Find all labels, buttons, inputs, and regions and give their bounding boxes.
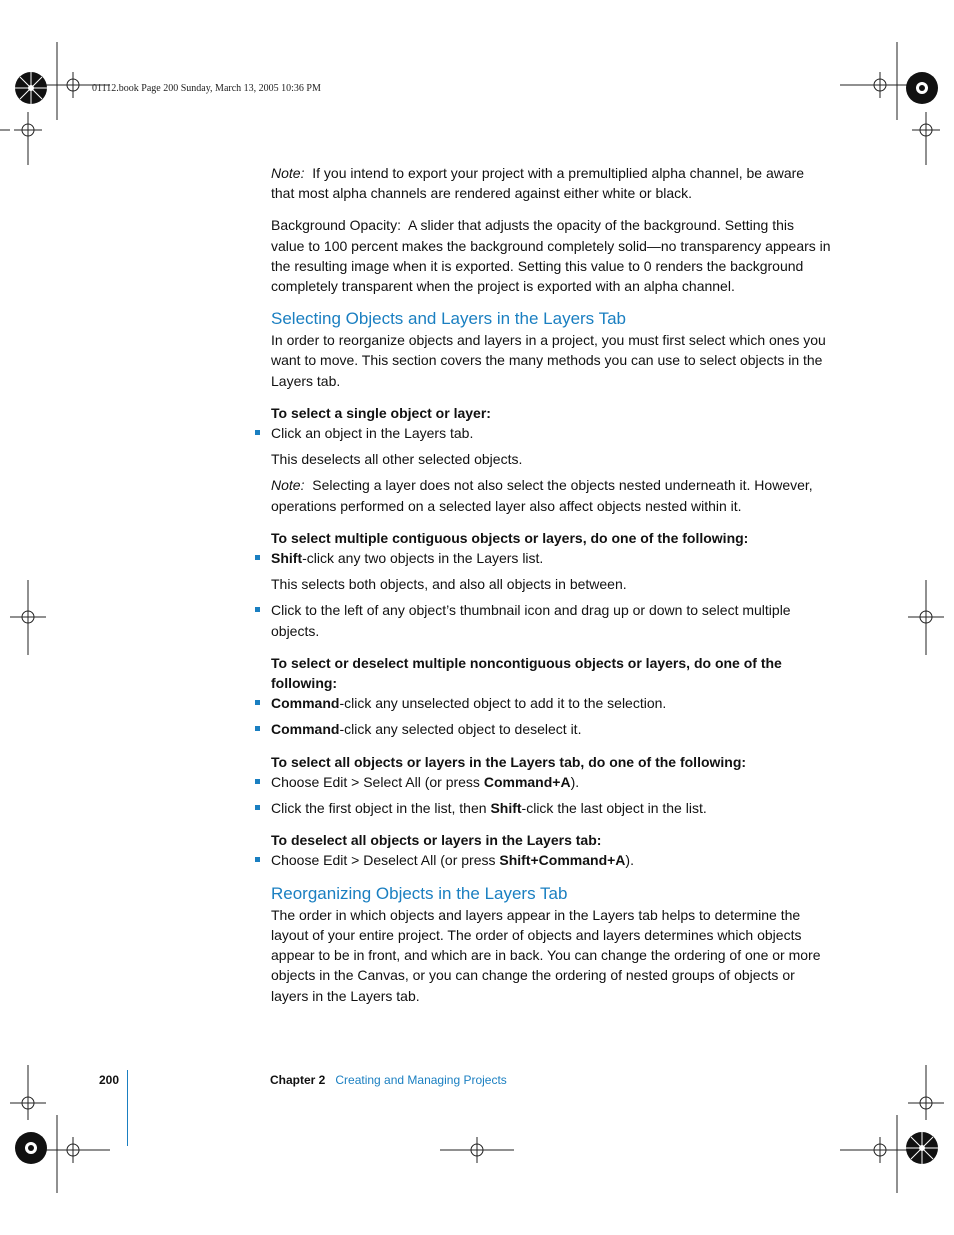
key-name: Command xyxy=(271,695,340,712)
key-name: Command xyxy=(271,721,340,738)
bullet-text: Click the first object in the list, then xyxy=(271,800,491,817)
note-text: Selecting a layer does not also select the objects nested underneath it. However, operations performed on a selected layer also affect objects nested within it. xyxy=(271,477,813,514)
note-text: If you intend to export your project with a premultiplied alpha channel, be aware that most alpha channels are rendered against either white or black. xyxy=(271,165,805,202)
result-text: This deselects all other selected objects. xyxy=(271,451,523,468)
key-name: Shift xyxy=(271,550,303,567)
bullet-text: Choose Edit > Select All (or press xyxy=(271,773,484,790)
bullet-text: -click any unselected object to add it to the selection. xyxy=(339,695,667,712)
bullet-item xyxy=(271,693,831,713)
bullet-text: ). xyxy=(625,852,634,869)
bullet-text: -click the last object in the list. xyxy=(521,800,707,817)
bullet-text: -click any selected object to deselect it. xyxy=(339,721,582,738)
key-name: Shift xyxy=(490,800,522,817)
bullet-item xyxy=(271,719,831,739)
key-name: Command+A xyxy=(483,773,571,790)
bullet-item: Click to the left of any object’s thumbnail icon and drag up or down to select multiple objects. xyxy=(271,600,831,640)
background-opacity-paragraph xyxy=(271,215,831,296)
bullet-item xyxy=(271,772,831,792)
task-title: To select all objects or layers in the Layers tab, do one of the following: xyxy=(271,753,747,770)
chapter-label: Chapter 2 xyxy=(270,1073,326,1087)
print-info-slug: 01112.book Page 200 Sunday, March 13, 2005 10:36 PM xyxy=(92,83,321,94)
section-heading-selecting: Selecting Objects and Layers in the Layers Tab xyxy=(271,309,627,329)
bullet-item: Click an object in the Layers tab. xyxy=(271,423,831,443)
bullet-text: Choose Edit > Deselect All (or press xyxy=(271,852,500,869)
bullet-item xyxy=(271,548,831,568)
task-title: To select multiple contiguous objects or layers, do one of the following: xyxy=(271,529,749,546)
task-title: To select or deselect multiple noncontiguous objects or layers, do one of the following: xyxy=(271,654,782,692)
term-label: Background Opacity: xyxy=(271,217,401,234)
footer-divider xyxy=(127,1070,128,1146)
page-body xyxy=(271,163,831,1006)
bullet-text: -click any two objects in the Layers list. xyxy=(302,550,544,567)
bullet-item xyxy=(271,850,831,870)
task-title: To select a single object or layer: xyxy=(271,404,491,421)
result-text: This selects both objects, and also all objects in between. xyxy=(271,576,627,593)
key-name: Shift+Command+A xyxy=(499,852,626,869)
section-body: The order in which objects and layers appear in the Layers tab helps to determine the layout of your entire project. The order of objects and layers determines which objects appear to be in front, and which are in back. You can change the ordering of one or more objects in the Canvas, or you can change the ordering of nested groups of objects or layers in the Layers tab. xyxy=(271,906,821,1004)
page-number: 200 xyxy=(99,1073,120,1087)
running-footer xyxy=(270,1073,507,1087)
section-intro: In order to reorganize objects and layers in a project, you must first select which ones you want to move. This section covers the many methods you can use to select objects in the Layers tab. xyxy=(271,332,826,389)
note-label: Note: xyxy=(271,477,305,494)
note-paragraph xyxy=(271,475,831,515)
bullet-item xyxy=(271,798,831,818)
bullet-text: ). xyxy=(570,773,580,790)
note-label: Note: xyxy=(271,165,305,181)
section-heading-reorganizing: Reorganizing Objects in the Layers Tab xyxy=(271,883,568,903)
note-paragraph xyxy=(271,163,831,203)
task-title: To deselect all objects or layers in the Layers tab: xyxy=(271,832,602,849)
chapter-title: Creating and Managing Projects xyxy=(335,1073,507,1087)
term-text: A slider that adjusts the opacity of the background. Setting this value to 100 percent makes the background completely solid—no transparency appears in the resulting image when it is exported. Setting this value to 0 renders the background completely transparent when the project is exported with an alpha channel. xyxy=(271,217,831,295)
